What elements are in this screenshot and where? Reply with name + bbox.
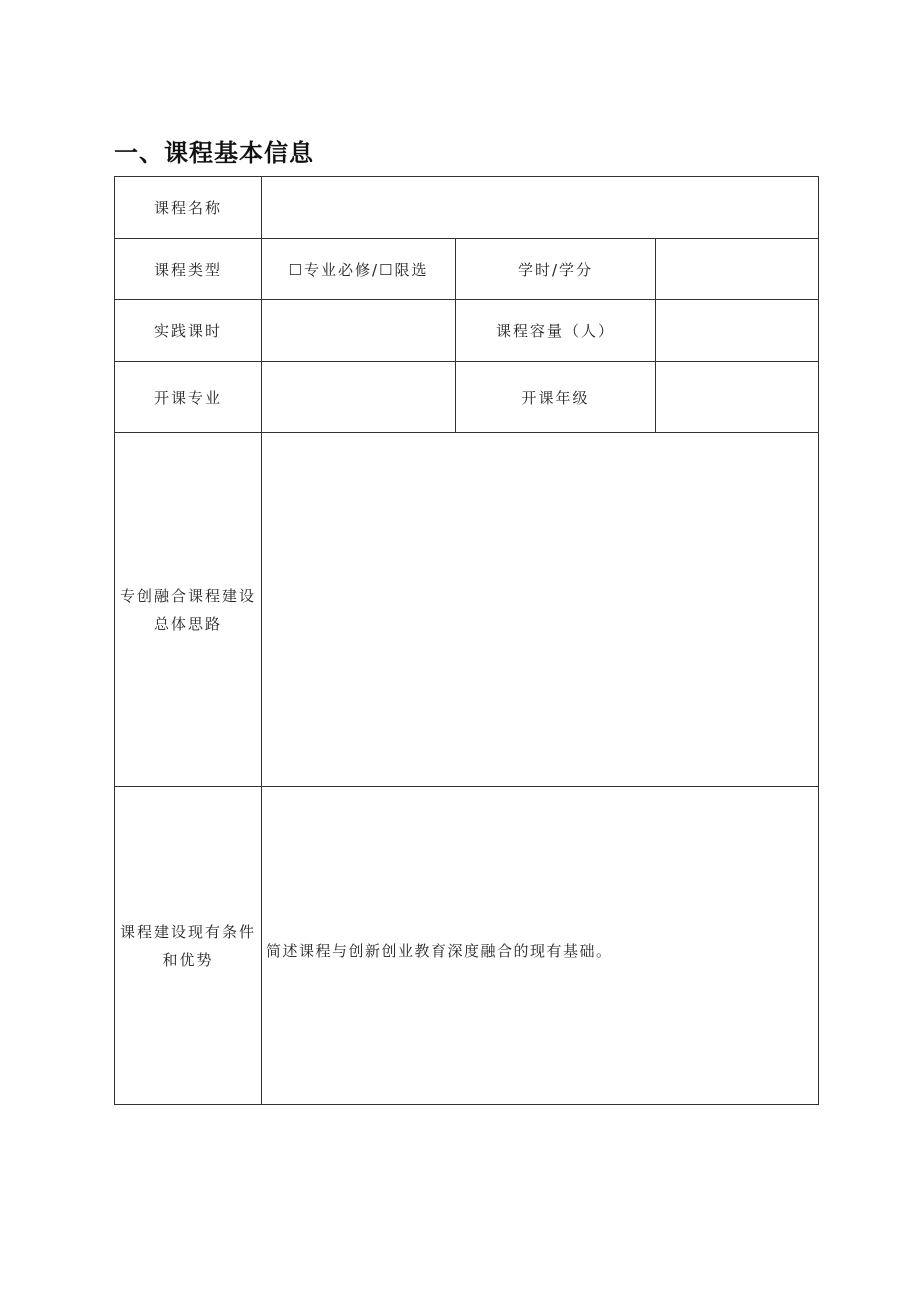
row-course-name	[115, 177, 819, 239]
conditions-label-line1: 课程建设现有条件	[119, 922, 256, 941]
section-title: 一、课程基本信息	[114, 139, 314, 167]
major-field[interactable]	[262, 362, 456, 433]
course-type-label: 课程类型	[115, 239, 262, 300]
conditions-field[interactable]	[262, 787, 819, 1105]
conditions-label	[115, 787, 262, 1105]
grade-field[interactable]	[656, 362, 819, 433]
course-type-checkboxes[interactable]: ☐专业必修/☐限选	[288, 260, 429, 279]
grade-label: 开课年级	[456, 362, 656, 433]
row-conditions	[115, 787, 819, 1105]
approach-label	[115, 433, 262, 787]
course-name-label: 课程名称	[115, 177, 262, 239]
row-course-type	[115, 239, 819, 300]
approach-label-line1: 专创融合课程建设	[119, 586, 256, 605]
capacity-field[interactable]	[656, 300, 819, 362]
row-major-grade	[115, 362, 819, 433]
hours-credits-field[interactable]	[656, 239, 819, 300]
conditions-label-line2: 和优势	[162, 950, 214, 969]
capacity-label: 课程容量（人）	[456, 300, 656, 362]
course-type-options[interactable]	[262, 239, 456, 300]
approach-label-line2: 总体思路	[153, 614, 222, 633]
course-info-table	[114, 176, 819, 1105]
course-name-field[interactable]	[262, 177, 819, 239]
conditions-hint: 简述课程与创新创业教育深度融合的现有基础。	[266, 942, 613, 960]
row-practice-hours	[115, 300, 819, 362]
practice-hours-label: 实践课时	[115, 300, 262, 362]
major-label: 开课专业	[115, 362, 262, 433]
practice-hours-field[interactable]	[262, 300, 456, 362]
hours-credits-label: 学时/学分	[456, 239, 656, 300]
row-approach	[115, 433, 819, 787]
approach-field[interactable]	[262, 433, 819, 787]
